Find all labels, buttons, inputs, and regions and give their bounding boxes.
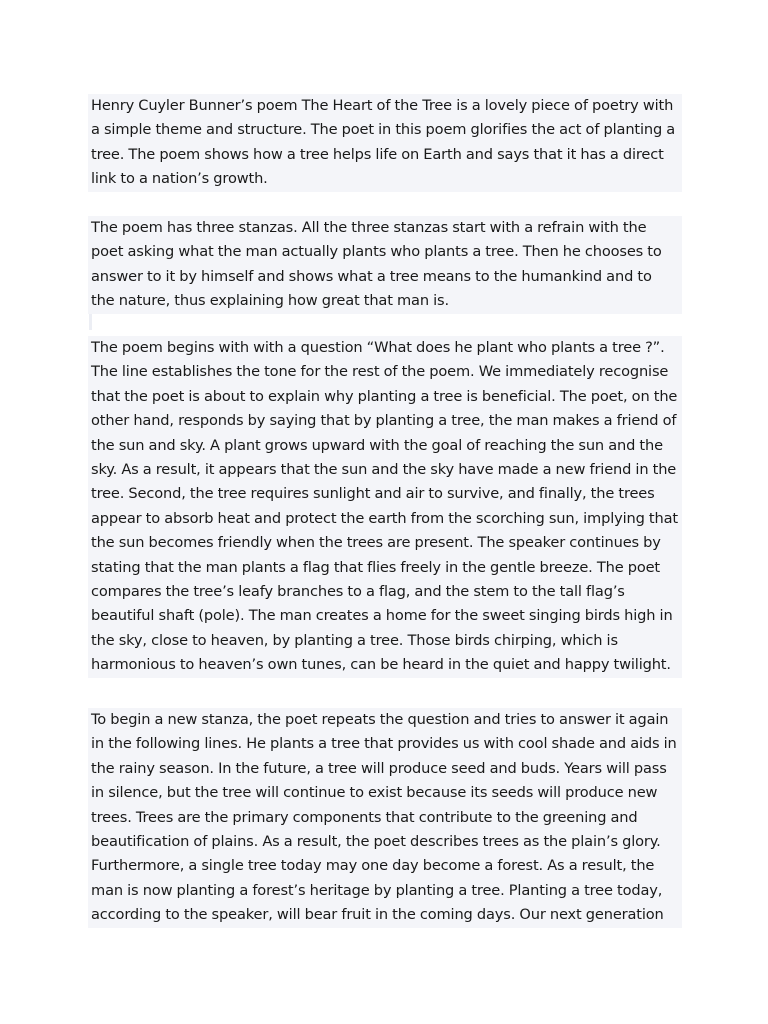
paragraph-intro: Henry Cuyler Bunner’s poem The Heart of the Tree is a lovely piece of poetry with a simple theme and structure. The poet in this poem glorifies the act of planting a tree. The poem shows how a tree helps life on Earth and says that it has a direct link to a nation’s growth.: [88, 94, 682, 192]
highlight-marker: [89, 314, 92, 330]
paragraph-second-stanza: To begin a new stanza, the poet repeats the question and tries to answer it again in the following lines. He plants a tree that provides us with cool shade and aids in the rainy season. In the future, a tree will produce seed and buds. Years will pass in silence, but the tree will continue to exist because its seeds will produce new trees. Trees are the primary components that contribute to the greening and beautification of plains. As a result, the poet describes trees as the plain’s glory. Furthermore, a single tree today may one day become a forest. As a result, the man is now planting a forest’s heritage by planting a tree. Planting a tree today, according to the speaker, will bear fruit in the coming days. Our next generation: [88, 708, 682, 928]
paragraph-first-stanza: The poem begins with with a question “What does he plant who plants a tree ?”. The line establishes the tone for the rest of the poem. We immediately recognise that the poet is about to explain why planting a tree is beneficial. The poet, on the other hand, responds by saying that by planting a tree, the man makes a friend of the sun and sky. A plant grows upward with the goal of reaching the sun and the sky. As a result, it appears that the sun and the sky have made a new friend in the tree. Second, the tree requires sunlight and air to survive, and finally, the trees appear to absorb heat and protect the earth from the scorching sun, implying that the sun becomes friendly when the trees are present. The speaker continues by stating that the man plants a flag that flies freely in the gentle breeze. The poet compares the tree’s leafy branches to a flag, and the stem to the tall flag’s beautiful shaft (pole). The man creates a home for the sweet singing birds high in the sky, close to heaven, by planting a tree. Those birds chirping, which is harmonious to heaven’s own tunes, can be heard in the quiet and happy twilight.: [88, 336, 682, 678]
paragraph-structure: The poem has three stanzas. All the three stanzas start with a refrain with the poet asking what the man actually plants who plants a tree. Then he chooses to answer to it by himself and shows what a tree means to the humankind and to the nature, thus explaining how great that man is.: [88, 216, 682, 314]
